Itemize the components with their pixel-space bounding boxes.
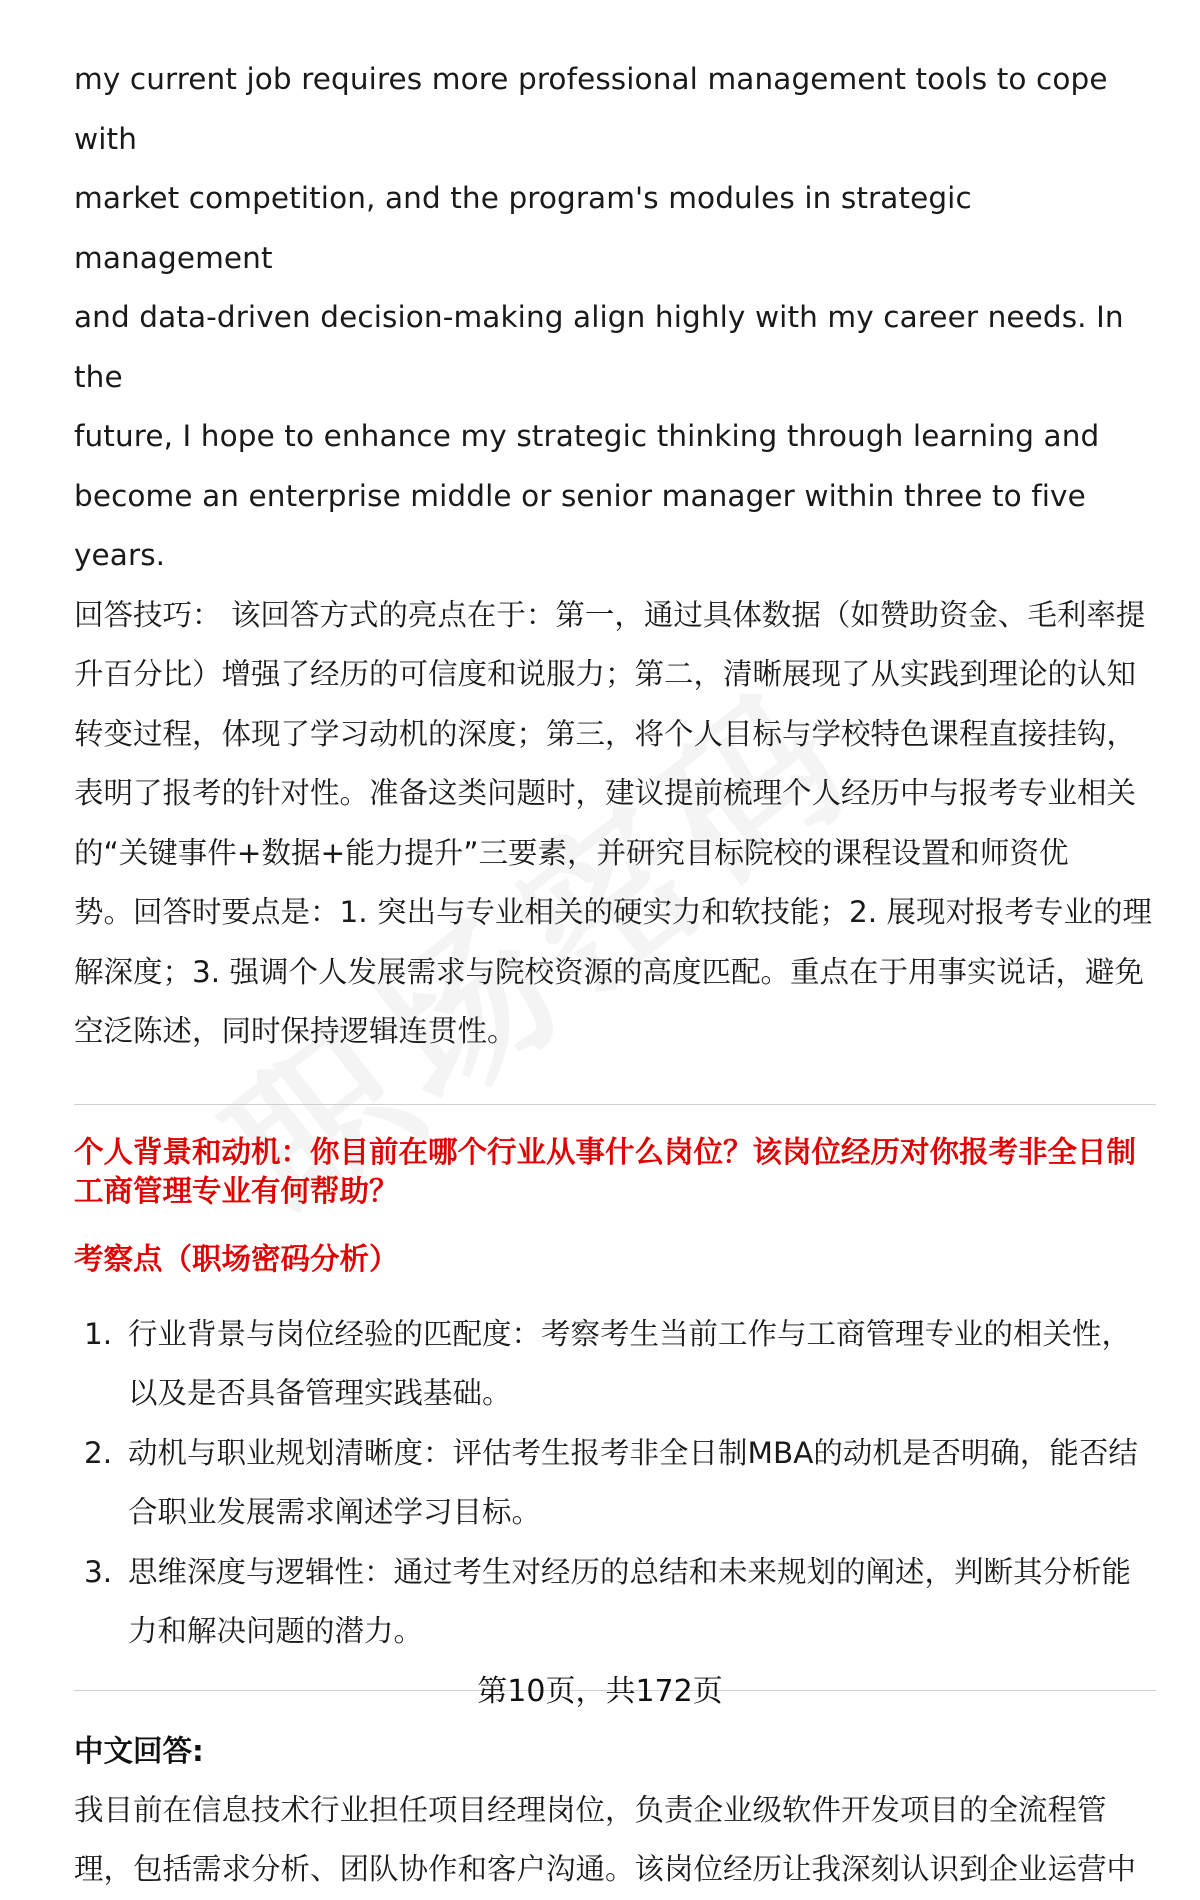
text-line: 解深度；3. 强调个人发展需求与院校资源的高度匹配。重点在于用事实说话，避免 — [74, 954, 1145, 989]
question-title — [74, 1133, 1156, 1211]
page-number-footer: 第10页，共172页 — [477, 1674, 723, 1709]
chinese-answer-paragraph — [74, 1781, 1156, 1900]
question-line: 工商管理专业有何帮助？ — [74, 1173, 399, 1208]
list-item-line: 力和解决问题的潜力。 — [128, 1614, 424, 1648]
text-line: market competition, and the program's modules in strategic management — [74, 181, 972, 275]
text-line: 我目前在信息技术行业担任项目经理岗位，负责企业级软件开发项目的全流程管 — [74, 1792, 1107, 1827]
text-line: 转变过程，体现了学习动机的深度；第三，将个人目标与学校特色课程直接挂钩， — [74, 716, 1137, 751]
section-divider — [74, 1104, 1156, 1105]
focus-list — [74, 1305, 1156, 1662]
answer-tips-paragraph — [74, 586, 1156, 1062]
text-line: 空泛陈述，同时保持逻辑连贯性。 — [74, 1014, 517, 1048]
list-item-number: 3. — [84, 1554, 113, 1589]
text-line: future, I hope to enhance my strategic thinking through learning and — [74, 419, 1100, 453]
list-item-line: 思维深度与逻辑性：通过考生对经历的总结和未来规划的阐述，判断其分析能 — [128, 1554, 1132, 1589]
document-page — [74, 50, 1156, 1900]
list-item-number: 2. — [84, 1435, 113, 1470]
intro-english-paragraph — [74, 50, 1156, 586]
text-line: 势。回答时要点是：1. 突出与专业相关的硬实力和软技能；2. 展现对报考专业的理 — [74, 895, 1153, 929]
text-line: and data-driven decision-making align highly with my career needs. In the — [74, 300, 1124, 394]
list-item-line: 行业背景与岗位经验的匹配度：考察考生当前工作与工商管理专业的相关性， — [128, 1316, 1132, 1351]
focus-section-title: 考察点（职场密码分析） — [74, 1241, 399, 1276]
list-item-line: 动机与职业规划清晰度：评估考生报考非全日制MBA的动机是否明确，能否结 — [128, 1435, 1138, 1470]
text-line: 的“关键事件+数据+能力提升”三要素，并研究目标院校的课程设置和师资优 — [74, 835, 1069, 870]
chinese-answer-heading: 中文回答: — [74, 1733, 204, 1768]
text-line: 理，包括需求分析、团队协作和客户沟通。该岗位经历让我深刻认识到企业运营中 — [74, 1852, 1137, 1886]
list-item-number: 1. — [84, 1316, 113, 1351]
text-line: 升百分比）增强了经历的可信度和说服力；第二，清晰展现了从实践到理论的认知 — [74, 657, 1137, 691]
list-item-line: 以及是否具备管理实践基础。 — [128, 1376, 512, 1410]
text-line: 回答技巧： 该回答方式的亮点在于：第一，通过具体数据（如赞助资金、毛利率提 — [74, 597, 1146, 632]
list-item — [74, 1305, 1156, 1424]
text-line: 表明了报考的针对性。准备这类问题时，建议提前梳理个人经历中与报考专业相关 — [74, 776, 1137, 810]
list-item — [74, 1424, 1156, 1543]
question-line: 个人背景和动机：你目前在哪个行业从事什么岗位？该岗位经历对你报考非全日制 — [74, 1134, 1137, 1169]
list-item-line: 合职业发展需求阐述学习目标。 — [128, 1495, 542, 1529]
text-line: become an enterprise middle or senior manager within three to five years. — [74, 478, 1086, 572]
text-line: my current job requires more professional management tools to cope with — [74, 62, 1108, 156]
list-item — [74, 1543, 1156, 1662]
